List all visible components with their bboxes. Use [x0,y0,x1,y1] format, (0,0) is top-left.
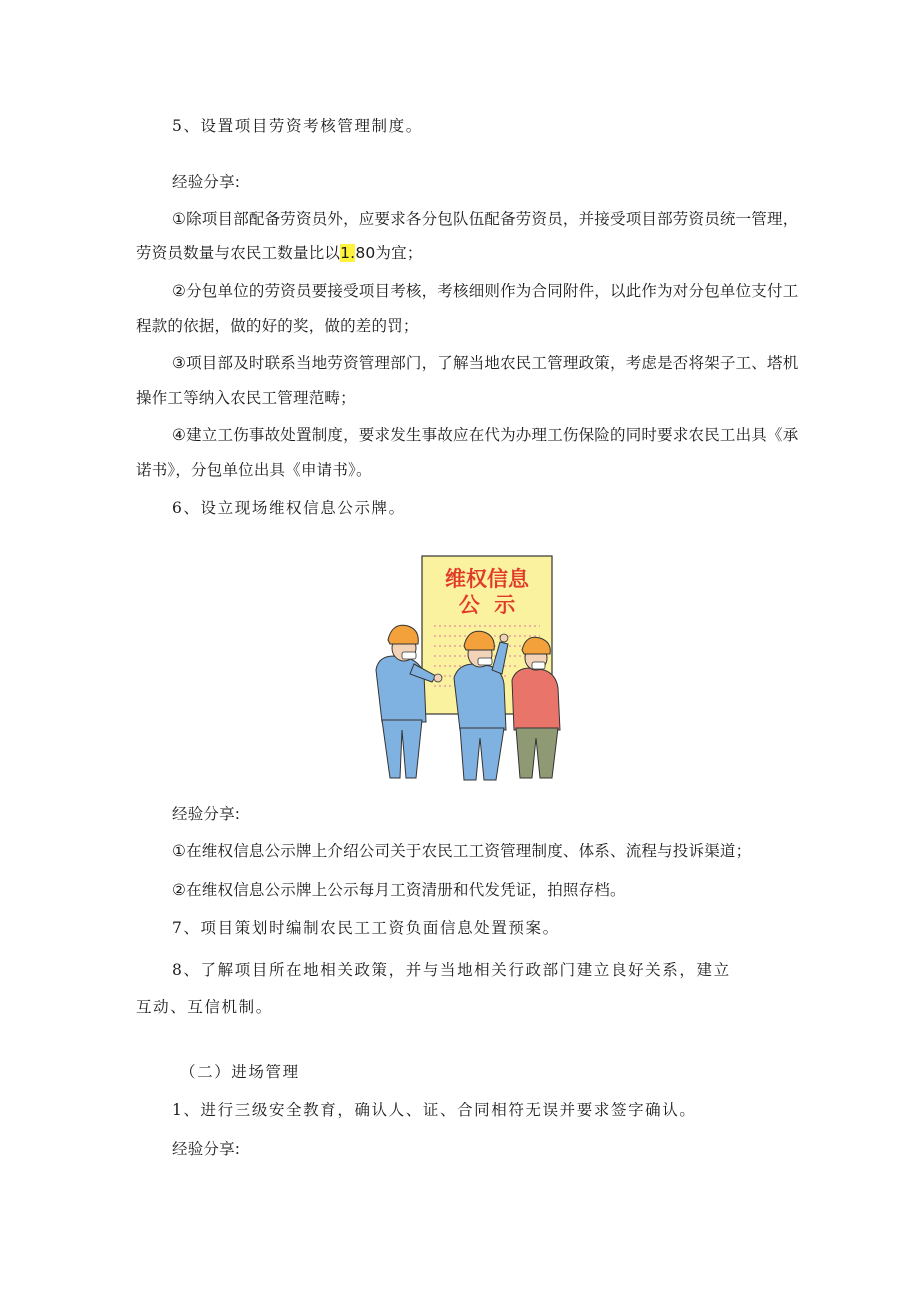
rights-info-board-illustration [368,552,568,784]
heading-item-6: 6、设立现场维权信息公示牌。 [172,499,406,517]
heading-item-7: 7、项目策划时编制农民工工资负面信息处置预案。 [172,919,560,937]
experience-share-label: 经验分享: [172,1140,241,1158]
highlighted-text: 1. [340,244,356,262]
heading-item-5: 5、设置项目劳资考核管理制度。 [172,117,423,135]
board-title-line1: 维权信息 [445,567,529,591]
heading-item-8: 8、了解项目所在地相关政策，并与当地相关行政部门建立良好关系，建立 [172,961,731,979]
paragraph-line: ④建立工伤事故处置制度，要求发生事故应在代为办理工伤保险的同时要求农民工出具《承 [172,426,799,444]
paragraph-line: 诺书》，分包单位出具《申请书》。 [136,461,372,479]
section-heading-entry-management: （二）进场管理 [180,1063,300,1081]
paragraph-line: ②分包单位的劳资员要接受项目考核，考核细则作为合同附件，以此作为对分包单位支付工 [172,282,799,300]
heading-item-1: 1、进行三级安全教育，确认人、证、合同相符无误并要求签字确认。 [172,1101,697,1119]
heading-item-8-continued: 互动、互信机制。 [136,998,273,1016]
paragraph-text: 80为宜； [355,244,423,262]
paragraph-line: ③项目部及时联系当地劳资管理部门，了解当地农民工管理政策，考虑是否将架子工、塔机 [172,354,799,372]
paragraph-line: 操作工等纳入农民工管理范畴； [136,389,356,407]
paragraph-line [136,243,423,263]
paragraph-line: 程款的依据，做的好的奖，做的差的罚； [136,317,419,335]
paragraph-line: ②在维权信息公示牌上公示每月工资清册和代发凭证，拍照存档。 [172,881,626,899]
paragraph-line: ①在维权信息公示牌上介绍公司关于农民工工资管理制度、体系、流程与投诉渠道； [172,842,752,860]
paragraph-line: ①除项目部配备劳资员外，应要求各分包队伍配备劳资员，并接受项目部劳资员统一管理， [172,210,799,228]
board-title-line2: 公 示 [458,593,516,617]
paragraph-text: 劳资员数量与农民工数量比以 [136,244,341,262]
experience-share-label: 经验分享: [172,173,241,191]
experience-share-label: 经验分享: [172,805,241,823]
